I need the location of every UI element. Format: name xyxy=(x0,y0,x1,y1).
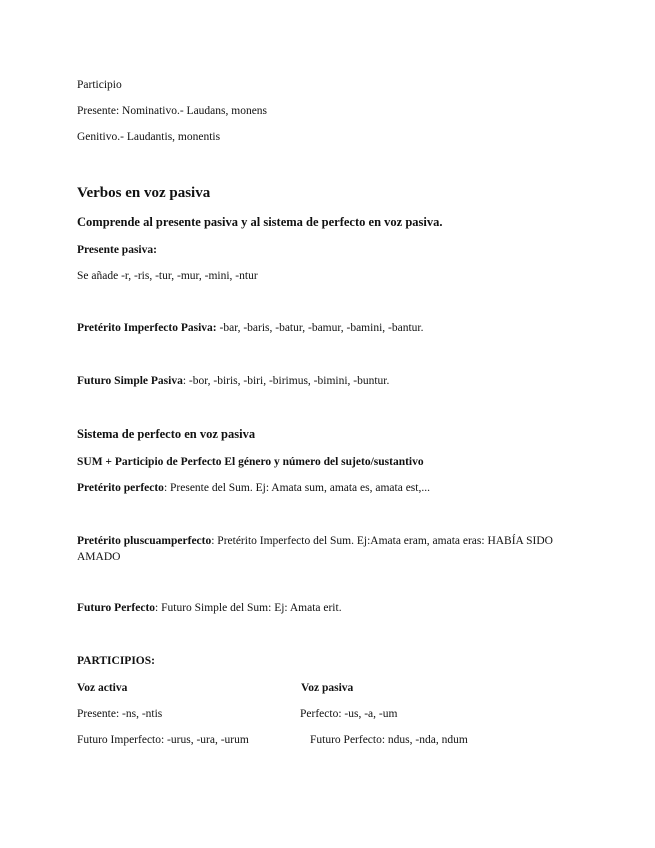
sistema-perfecto-heading: Sistema de perfecto en voz pasiva xyxy=(77,427,256,441)
preterito-perfecto xyxy=(77,481,430,495)
sum-formula: SUM + Participio de Perfecto El género y número del sujeto/sustantivo xyxy=(77,456,424,468)
participio-genitivo: Genitivo.- Laudantis, monentis xyxy=(77,131,221,143)
voz-pasiva-col-heading: Voz pasiva xyxy=(301,682,354,694)
pasiva-perfecto: Perfecto: -us, -a, -um xyxy=(300,708,398,720)
participio-presente: Presente: Nominativo.- Laudans, monens xyxy=(77,105,268,117)
preterito-perfecto-text: : Presente del Sum. Ej: Amata sum, amata es, amata est,... xyxy=(163,482,430,494)
imperfecto-pasiva xyxy=(77,321,423,335)
preterito-perfecto-label: Pretérito perfecto xyxy=(77,482,164,494)
activa-presente: Presente: -ns, -ntis xyxy=(77,708,163,720)
activa-futuro: Futuro Imperfecto: -urus, -ura, -urum xyxy=(77,734,249,746)
voz-pasiva-heading: Verbos en voz pasiva xyxy=(77,185,211,201)
presente-pasiva-label: Presente pasiva: xyxy=(77,244,157,256)
voz-pasiva-subheading: Comprende al presente pasiva y al sistema de perfecto en voz pasiva. xyxy=(77,215,443,229)
imperfecto-pasiva-text: -bar, -baris, -batur, -bamur, -bamini, -bantur. xyxy=(216,322,424,334)
pasiva-futuro: Futuro Perfecto: ndus, -nda, ndum xyxy=(310,734,468,746)
futuro-simple-pasiva-label: Futuro Simple Pasiva xyxy=(77,375,183,387)
futuro-perfecto-label: Futuro Perfecto xyxy=(77,602,156,614)
voz-activa-heading: Voz activa xyxy=(77,682,128,694)
participios-heading: PARTICIPIOS: xyxy=(77,655,155,667)
presente-pasiva-text: Se añade -r, -ris, -tur, -mur, -mini, -ntur xyxy=(77,270,258,282)
participio-title: Participio xyxy=(77,79,122,91)
imperfecto-pasiva-label: Pretérito Imperfecto Pasiva: xyxy=(77,322,217,334)
futuro-simple-pasiva-text: : -bor, -biris, -biri, -birimus, -bimini, -buntur. xyxy=(182,375,390,387)
pluscuamperfecto-text: : Pretérito Imperfecto del Sum. Ej:Amata eram, amata eras: HABÍA SIDO AMADO xyxy=(77,535,553,563)
futuro-perfecto xyxy=(77,601,342,615)
pluscuamperfecto-label: Pretérito pluscuamperfecto xyxy=(77,535,212,547)
futuro-perfecto-text: : Futuro Simple del Sum: Ej: Amata erit. xyxy=(155,602,342,614)
preterito-pluscuamperfecto xyxy=(77,533,577,565)
futuro-simple-pasiva xyxy=(77,374,389,388)
